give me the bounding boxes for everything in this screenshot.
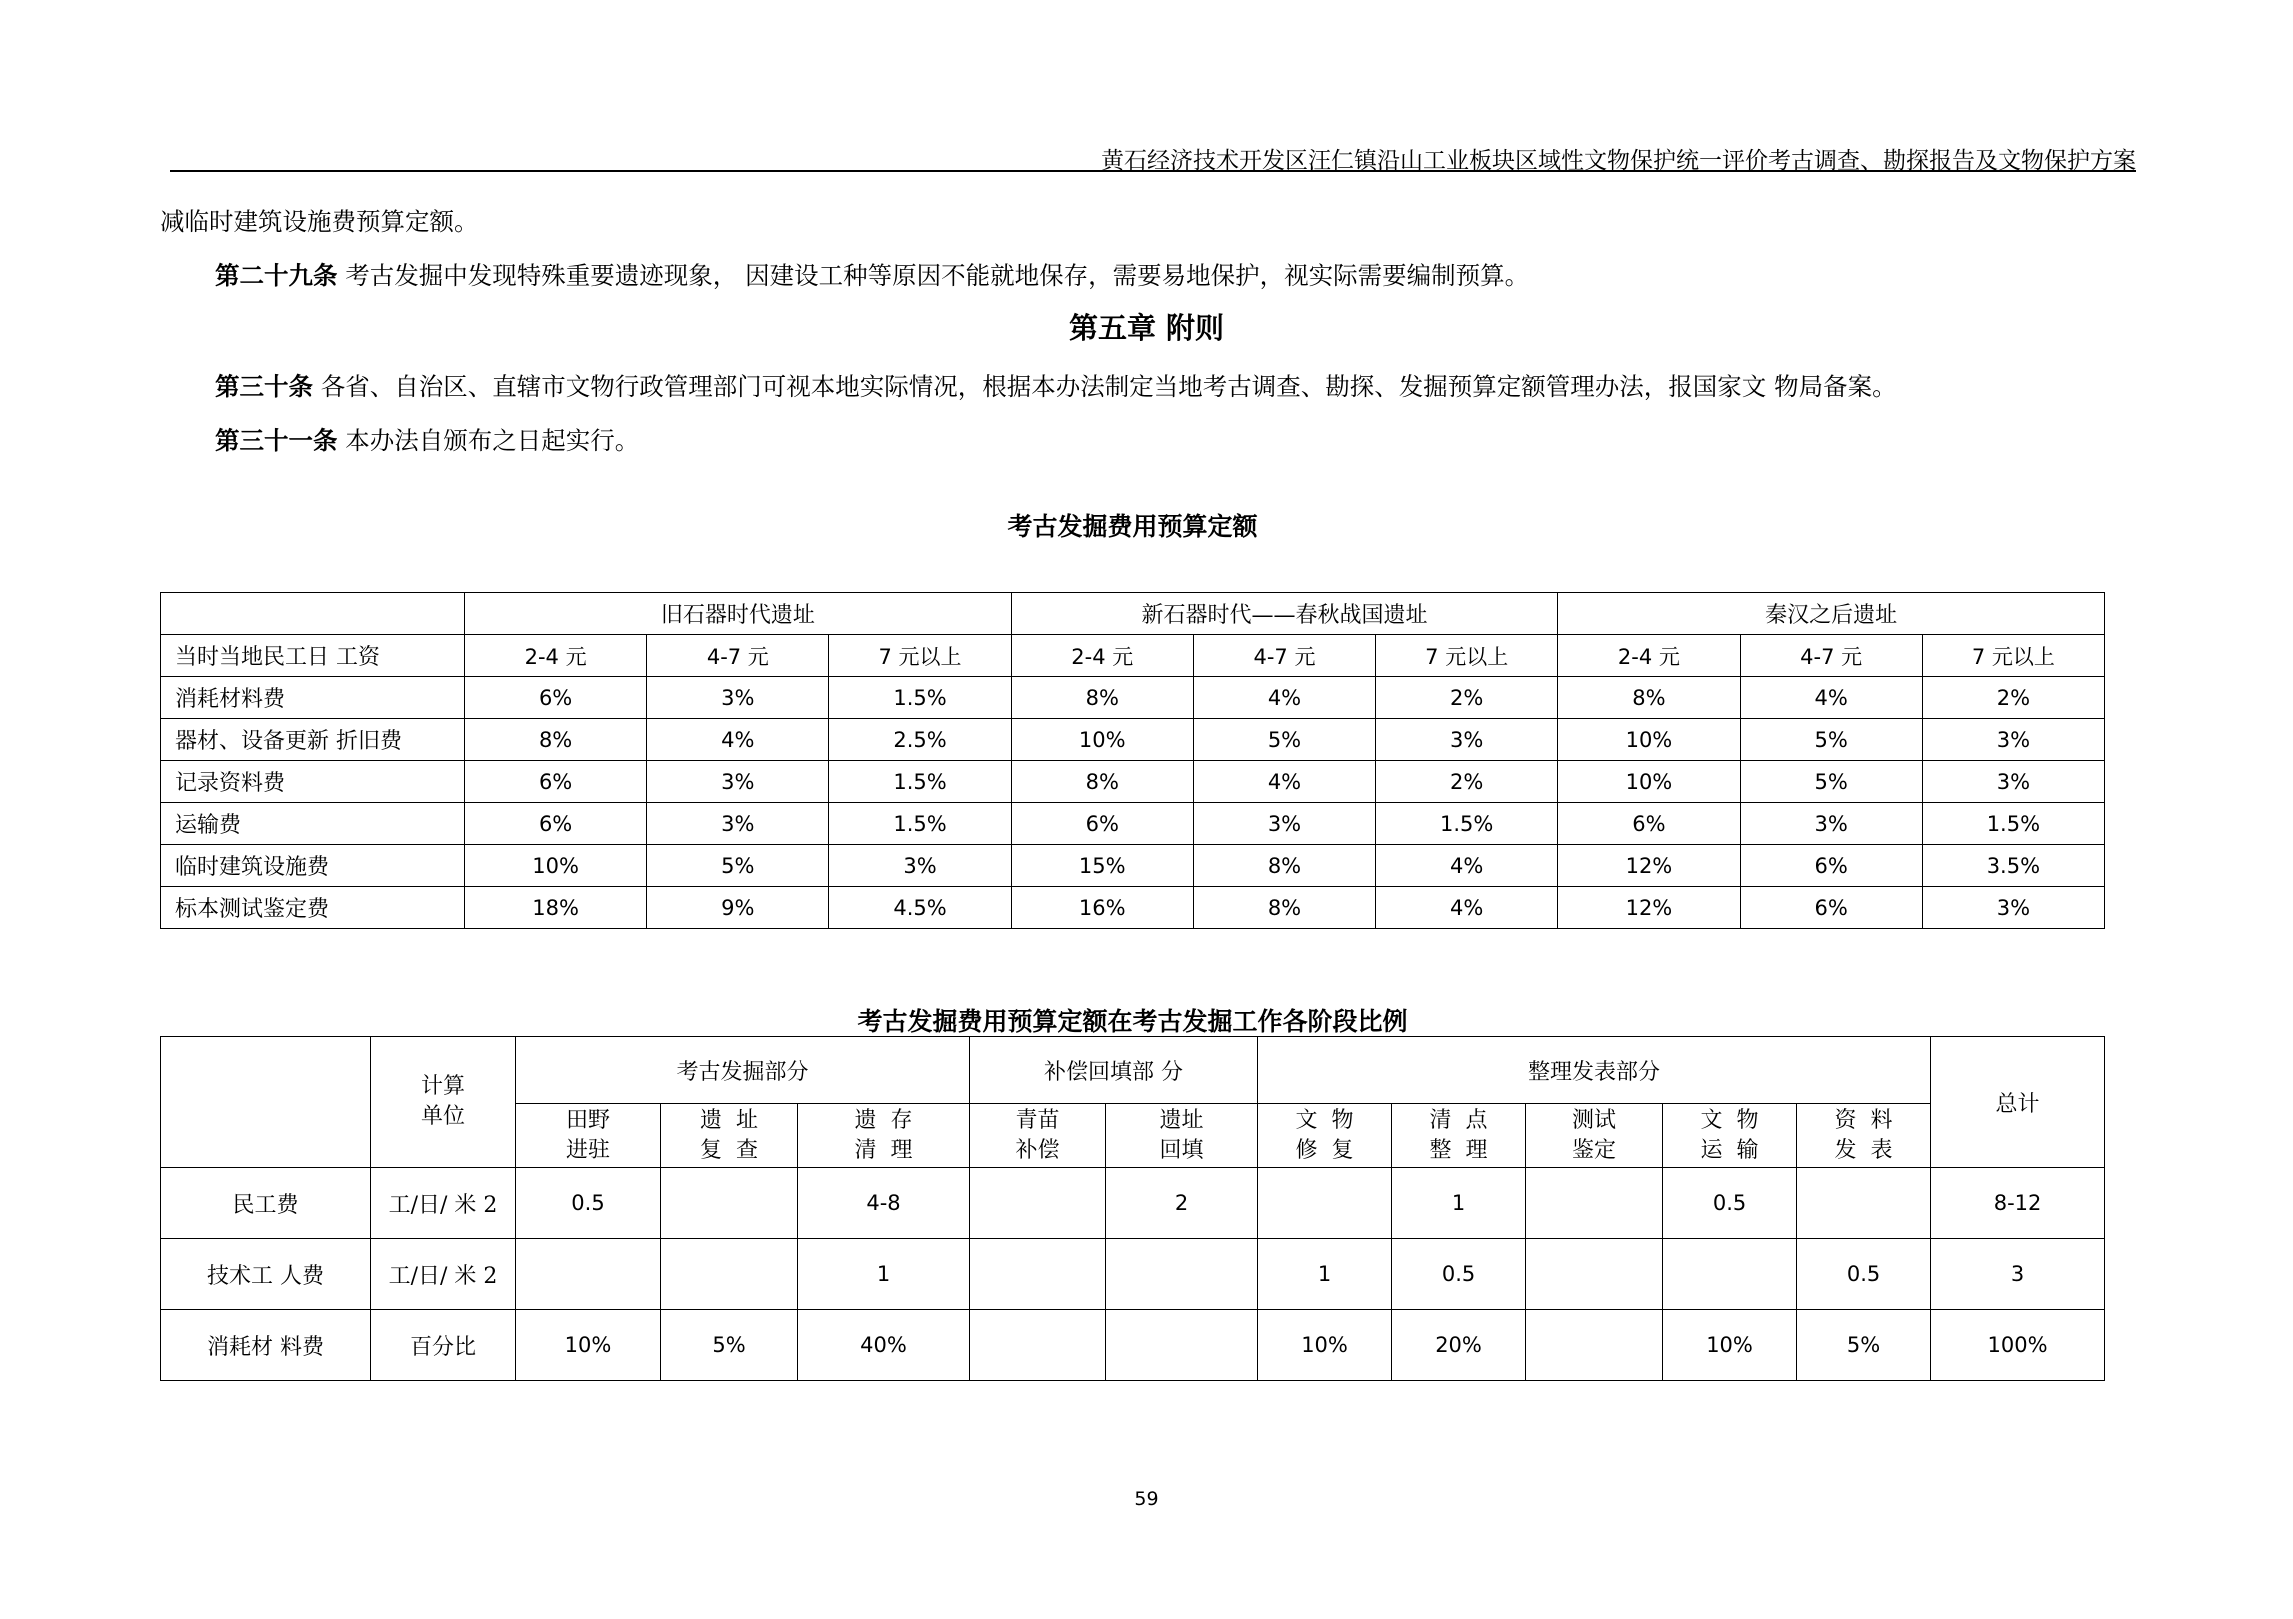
table-cell: 20% xyxy=(1392,1310,1526,1381)
table-cell xyxy=(970,1310,1106,1381)
row-label: 记录资料费 xyxy=(161,761,465,803)
group-header: 考古发掘部分 xyxy=(516,1037,970,1104)
sub-header-text: 田野 进驻 xyxy=(565,1107,610,1163)
table-cell: 1 xyxy=(798,1239,970,1310)
table-cell: 8% xyxy=(465,719,647,761)
wage-level: 7 元以上 xyxy=(1922,635,2104,677)
table-cell xyxy=(1258,1168,1392,1239)
row-label: 技术工 人费 xyxy=(161,1239,371,1310)
row-label: 消耗材料费 xyxy=(161,677,465,719)
article-30-label: 第三十条 xyxy=(215,372,313,401)
total-cell: 3 xyxy=(1931,1239,2105,1310)
table-cell: 4% xyxy=(1193,761,1375,803)
table-cell: 3% xyxy=(829,845,1011,887)
sub-header xyxy=(1392,1104,1526,1168)
table-cell: 3% xyxy=(1193,803,1375,845)
article-31-label: 第三十一条 xyxy=(215,426,338,455)
group-header: 补偿回填部 分 xyxy=(970,1037,1258,1104)
unit-cell: 工/日/ 米 2 xyxy=(371,1168,516,1239)
table-cell: 3% xyxy=(647,761,829,803)
table1-group-row xyxy=(161,593,2105,635)
row-label: 器材、设备更新 折旧费 xyxy=(161,719,465,761)
table-cell: 16% xyxy=(1011,887,1193,929)
table-cell: 6% xyxy=(1558,803,1740,845)
wage-label: 当时当地民工日 工资 xyxy=(161,635,465,677)
sub-header-text: 遗 存 清 理 xyxy=(854,1107,913,1163)
table-cell: 3% xyxy=(1922,761,2104,803)
table-cell xyxy=(1526,1310,1663,1381)
table-cell: 10% xyxy=(516,1310,661,1381)
unit-header xyxy=(371,1037,516,1168)
sub-header xyxy=(1797,1104,1931,1168)
table-cell: 1 xyxy=(1392,1168,1526,1239)
stage-proportion-table xyxy=(160,1036,2105,1381)
table-cell xyxy=(1106,1239,1258,1310)
unit-cell: 工/日/ 米 2 xyxy=(371,1239,516,1310)
article-29-text: 考古发掘中发现特殊重要遗迹现象， 因建设工种等原因不能就地保存，需要易地保护，视实际需要编制预算。 xyxy=(337,261,1530,290)
table-cell: 8% xyxy=(1011,761,1193,803)
sub-header xyxy=(1663,1104,1797,1168)
chapter-heading: 第五章 附则 xyxy=(1068,311,1225,345)
article-31 xyxy=(215,422,639,457)
article-30 xyxy=(215,368,1897,403)
table-cell: 6% xyxy=(465,803,647,845)
table-cell: 4% xyxy=(1376,845,1558,887)
table-row xyxy=(161,677,2105,719)
table-cell: 10% xyxy=(1558,719,1740,761)
table-cell: 10% xyxy=(1663,1310,1797,1381)
table-cell: 3% xyxy=(1922,887,2104,929)
total-header: 总计 xyxy=(1931,1037,2105,1168)
row-label: 标本测试鉴定费 xyxy=(161,887,465,929)
wage-level: 2-4 元 xyxy=(465,635,647,677)
page-number: 59 xyxy=(1134,1488,1159,1510)
table2-corner-cell xyxy=(161,1037,371,1168)
table-cell: 5% xyxy=(1740,761,1922,803)
sub-header xyxy=(1106,1104,1258,1168)
table-cell: 1.5% xyxy=(829,761,1011,803)
table-cell: 2% xyxy=(1376,761,1558,803)
sub-header xyxy=(516,1104,661,1168)
table-cell: 3% xyxy=(1376,719,1558,761)
sub-header-text: 测试 鉴定 xyxy=(1572,1107,1617,1163)
table-cell xyxy=(516,1239,661,1310)
wage-level: 2-4 元 xyxy=(1558,635,1740,677)
wage-level: 7 元以上 xyxy=(1376,635,1558,677)
table-cell: 4% xyxy=(1740,677,1922,719)
table-cell: 3% xyxy=(647,803,829,845)
table-cell: 4% xyxy=(647,719,829,761)
table-cell: 18% xyxy=(465,887,647,929)
sub-header xyxy=(1526,1104,1663,1168)
table-row xyxy=(161,761,2105,803)
table-cell xyxy=(1106,1310,1258,1381)
header-rule xyxy=(170,170,2136,172)
table-cell: 5% xyxy=(1740,719,1922,761)
sub-header-text: 遗 址 复 查 xyxy=(700,1107,758,1163)
table-cell: 1.5% xyxy=(1922,803,2104,845)
group-header: 整理发表部分 xyxy=(1258,1037,1931,1104)
table-row xyxy=(161,1310,2105,1381)
table-cell: 4-8 xyxy=(798,1168,970,1239)
table-cell: 1.5% xyxy=(829,803,1011,845)
table1-corner-cell xyxy=(161,593,465,635)
sub-header-text: 文 物 修 复 xyxy=(1295,1107,1354,1163)
table-cell: 1.5% xyxy=(1376,803,1558,845)
table-cell: 4% xyxy=(1376,887,1558,929)
table-cell: 4% xyxy=(1193,677,1375,719)
table-cell: 15% xyxy=(1011,845,1193,887)
sub-header-text: 资 料 发 表 xyxy=(1834,1107,1893,1163)
budget-quota-table xyxy=(160,592,2105,929)
sub-header xyxy=(970,1104,1106,1168)
sub-header-text: 青苗 补偿 xyxy=(1015,1107,1060,1163)
total-cell: 100% xyxy=(1931,1310,2105,1381)
table-row xyxy=(161,1168,2105,1239)
table-cell: 10% xyxy=(1011,719,1193,761)
table-cell: 6% xyxy=(1740,845,1922,887)
table-cell: 12% xyxy=(1558,887,1740,929)
table-row xyxy=(161,887,2105,929)
table-cell: 5% xyxy=(647,845,829,887)
table-cell: 10% xyxy=(1258,1310,1392,1381)
table-cell: 9% xyxy=(647,887,829,929)
wage-level: 7 元以上 xyxy=(829,635,1011,677)
table-cell xyxy=(970,1239,1106,1310)
paragraph-line-1 xyxy=(160,203,479,238)
table-cell: 2 xyxy=(1106,1168,1258,1239)
table-cell: 4.5% xyxy=(829,887,1011,929)
table-cell: 0.5 xyxy=(1392,1239,1526,1310)
table-cell: 0.5 xyxy=(516,1168,661,1239)
table-row xyxy=(161,1239,2105,1310)
table-cell xyxy=(661,1239,798,1310)
table1-wage-row xyxy=(161,635,2105,677)
table-cell: 6% xyxy=(465,761,647,803)
table-cell: 40% xyxy=(798,1310,970,1381)
article-29 xyxy=(215,257,1529,292)
table-cell xyxy=(1797,1168,1931,1239)
table-cell: 0.5 xyxy=(1797,1239,1931,1310)
table2-title: 考古发掘费用预算定额在考古发掘工作各阶段比例 xyxy=(857,1007,1408,1036)
table1-title: 考古发掘费用预算定额 xyxy=(1007,512,1258,541)
wage-level: 2-4 元 xyxy=(1011,635,1193,677)
unit-cell: 百分比 xyxy=(371,1310,516,1381)
group-header: 旧石器时代遗址 xyxy=(465,593,1012,635)
table-cell: 3% xyxy=(647,677,829,719)
table-cell: 3% xyxy=(1740,803,1922,845)
table-row xyxy=(161,845,2105,887)
table-cell xyxy=(1526,1239,1663,1310)
sub-header-text: 文 物 运 输 xyxy=(1700,1107,1759,1163)
table-cell: 2% xyxy=(1922,677,2104,719)
sub-header-text: 清 点 整 理 xyxy=(1429,1107,1488,1163)
sub-header xyxy=(1258,1104,1392,1168)
table-cell: 1 xyxy=(1258,1239,1392,1310)
sub-header-text: 遗址 回填 xyxy=(1159,1107,1204,1163)
table-cell: 1.5% xyxy=(829,677,1011,719)
table-cell: 10% xyxy=(465,845,647,887)
table-cell: 3.5% xyxy=(1922,845,2104,887)
total-cell: 8-12 xyxy=(1931,1168,2105,1239)
table-cell: 8% xyxy=(1011,677,1193,719)
table-cell: 5% xyxy=(1797,1310,1931,1381)
article-29-label: 第二十九条 xyxy=(215,261,338,290)
header-title: 黄石经济技术开发区汪仁镇沿山工业板块区域性文物保护统一评价考古调查、勘探报告及文物保护方案 xyxy=(1101,148,2136,174)
sub-header xyxy=(798,1104,970,1168)
article-31-text: 本办法自颁布之日起实行。 xyxy=(337,426,640,455)
table2-group-row xyxy=(161,1037,2105,1104)
group-header: 新石器时代——春秋战国遗址 xyxy=(1011,593,1558,635)
table-cell: 2% xyxy=(1376,677,1558,719)
table-cell: 6% xyxy=(465,677,647,719)
table-row xyxy=(161,719,2105,761)
table-cell xyxy=(661,1168,798,1239)
table-cell: 3% xyxy=(1922,719,2104,761)
table-cell: 6% xyxy=(1740,887,1922,929)
table-cell: 8% xyxy=(1558,677,1740,719)
table-cell: 6% xyxy=(1011,803,1193,845)
table-cell xyxy=(1663,1239,1797,1310)
article-30-text: 各省、自治区、直辖市文物行政管理部门可视本地实际情况，根据本办法制定当地考古调查、勘探、发掘预算定额管理办法，报国家文 物局备案。 xyxy=(313,372,1897,401)
group-header: 秦汉之后遗址 xyxy=(1558,593,2105,635)
table-cell xyxy=(970,1168,1106,1239)
table-cell: 2.5% xyxy=(829,719,1011,761)
table-cell: 5% xyxy=(1193,719,1375,761)
row-label: 民工费 xyxy=(161,1168,371,1239)
row-label: 消耗材 料费 xyxy=(161,1310,371,1381)
table-cell: 0.5 xyxy=(1663,1168,1797,1239)
table-cell: 10% xyxy=(1558,761,1740,803)
wage-level: 4-7 元 xyxy=(1740,635,1922,677)
paragraph-text: 减临时建筑设施费预算定额。 xyxy=(160,207,479,236)
table-cell: 12% xyxy=(1558,845,1740,887)
table-row xyxy=(161,803,2105,845)
table-cell: 8% xyxy=(1193,845,1375,887)
sub-header xyxy=(661,1104,798,1168)
row-label: 临时建筑设施费 xyxy=(161,845,465,887)
table-cell: 5% xyxy=(661,1310,798,1381)
wage-level: 4-7 元 xyxy=(647,635,829,677)
table-cell xyxy=(1526,1168,1663,1239)
row-label: 运输费 xyxy=(161,803,465,845)
table-cell: 8% xyxy=(1193,887,1375,929)
wage-level: 4-7 元 xyxy=(1193,635,1375,677)
unit-header-text: 计算 单位 xyxy=(420,1074,465,1129)
